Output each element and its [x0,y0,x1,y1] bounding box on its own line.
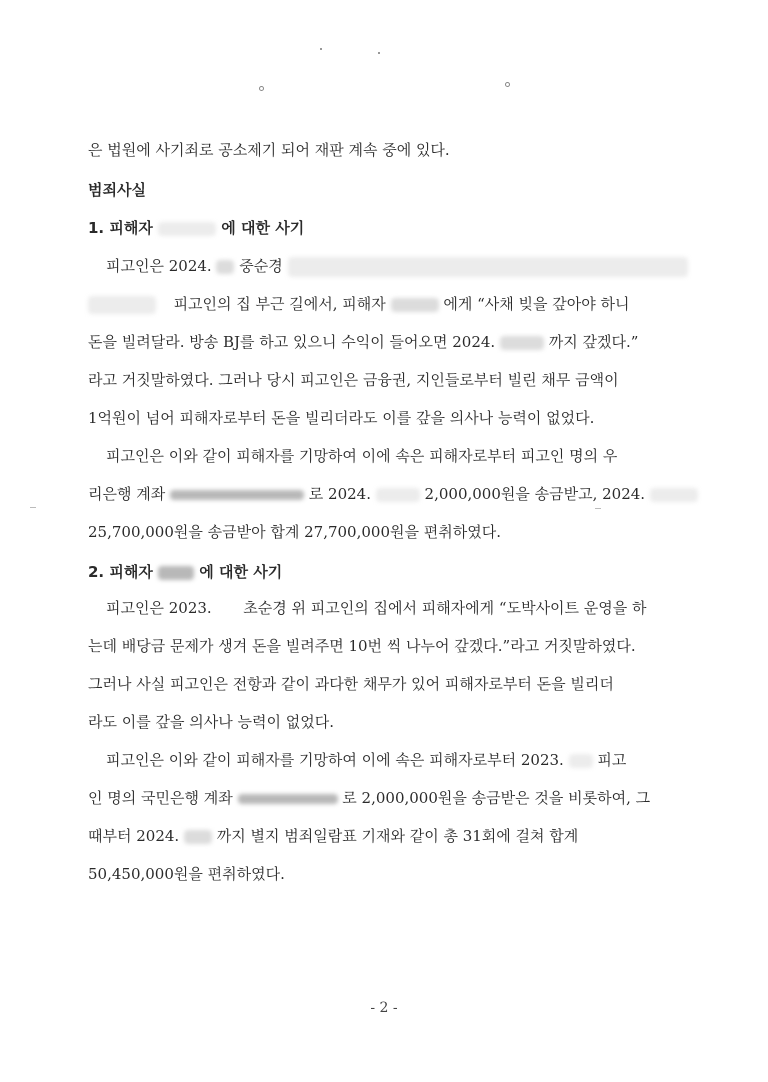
text-line [106,256,688,277]
redaction-mark [88,296,156,314]
text-span: 피고 [597,751,627,769]
text-line: 50,450,000원을 편취하였다. [88,865,285,883]
scan-speck [505,82,510,87]
text-span: 로 2,000,000원을 송금받은 것을 비롯하여, 그 [342,789,651,807]
text-line [88,332,638,352]
text-span: 까지 갚겠다.” [548,333,639,351]
text-span: 2,000,000원을 송금받고, 2024. [424,485,646,503]
text-span: 로 2024. [308,485,371,503]
redaction-mark [158,566,194,580]
heading-victim-1 [88,218,304,238]
heading-suffix: 에 대한 사기 [199,563,283,581]
text-line [88,484,698,504]
text-line: 라도 이를 갚을 의사나 능력이 없었다. [88,713,334,731]
page-number: - 2 - [370,1000,398,1016]
text-span: 중순경 [239,257,283,275]
scan-mark [595,508,601,509]
redaction-mark [569,754,593,768]
text-span: 피고인의 집 부근 길에서, 피해자 [173,295,386,313]
redaction-mark [170,490,304,500]
redaction-mark [216,260,234,274]
text-line [88,788,650,808]
text-span: 까지 별지 범죄일람표 기재와 같이 총 31회에 걸쳐 합계 [216,827,579,845]
redaction-mark [500,336,544,350]
heading-suffix: 에 대한 사기 [221,219,305,237]
text-line [106,598,647,618]
text-span: 인 명의 국민은행 계좌 [88,789,233,807]
scan-speck [320,48,322,50]
text-line: 피고인은 이와 같이 피해자를 기망하여 이에 속은 피해자로부터 피고인 명의 우 [106,447,618,465]
text-span: 피고인은 2024. [106,257,212,275]
text-span: 돈을 빌려달라. 방송 BJ를 하고 있으니 수익이 들어오면 2024. [88,333,496,351]
scan-mark [30,507,36,508]
text-span: 에게 “사채 빚을 갚아야 하니 [443,295,630,313]
redaction-mark [238,794,338,804]
text-span: 때부터 2024. [88,827,180,845]
text-span: 피고인은 2023. [106,599,212,617]
text-line: 25,700,000원을 송금받아 합계 27,700,000원을 편취하였다. [88,523,501,541]
redaction-mark [650,488,698,502]
redaction-mark [158,222,216,236]
heading-victim-2 [88,562,282,582]
redaction-mark [391,298,439,312]
redaction-mark [376,488,420,502]
redaction-mark [288,257,688,277]
text-line: 그러나 사실 피고인은 전항과 같이 과다한 채무가 있어 피해자로부터 돈을 빌리더 [88,675,614,693]
scan-speck [259,86,264,91]
text-line [88,294,629,314]
text-span: 리은행 계좌 [88,485,166,503]
heading-prefix: 1. 피해자 [88,219,153,237]
redaction-mark [184,830,212,844]
text-span: 초순경 위 피고인의 집에서 피해자에게 “도박사이트 운영을 하 [243,599,647,617]
text-line: 은 법원에 사기죄로 공소제기 되어 재판 계속 중에 있다. [88,141,450,159]
scan-speck [378,52,380,54]
text-line: 1억원이 넘어 피해자로부터 돈을 빌리더라도 이를 갚을 의사나 능력이 없었다. [88,409,595,427]
text-line: 는데 배당금 문제가 생겨 돈을 빌려주면 10번 씩 나누어 갚겠다.”라고 거짓말하였다. [88,637,636,655]
text-line [106,750,626,770]
section-title: 범죄사실 [88,181,146,199]
text-line: 라고 거짓말하였다. 그러나 당시 피고인은 금융권, 지인들로부터 빌린 채무 금액이 [88,371,619,389]
heading-prefix: 2. 피해자 [88,563,153,581]
text-line [88,826,578,846]
text-span: 피고인은 이와 같이 피해자를 기망하여 이에 속은 피해자로부터 2023. [106,751,564,769]
